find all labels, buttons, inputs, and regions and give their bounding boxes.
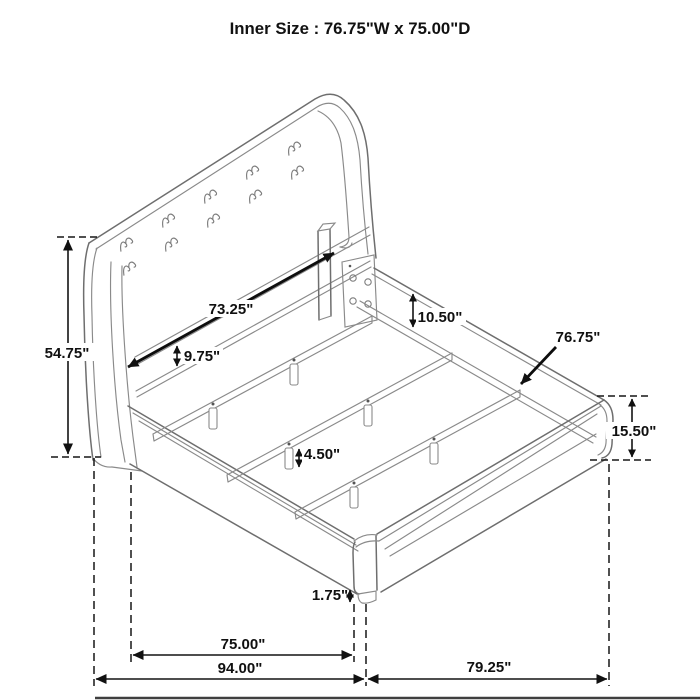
headboard-top-edge [89, 94, 376, 258]
dim-label-side-rail-height: 10.50" [417, 309, 463, 326]
dim-label-floor-clearance: 1.75" [311, 587, 349, 604]
dim-side-rail-height [413, 294, 466, 327]
corner-glide [358, 591, 376, 603]
dim-headboard-rail-length [128, 253, 334, 367]
dim-headboard-height [39, 237, 101, 457]
dim-label-slat-length: 76.75" [555, 329, 601, 346]
dim-label-headboard-rail-length: 73.25" [208, 301, 254, 318]
foot-rail [377, 400, 606, 592]
dim-overall-width [368, 659, 607, 679]
dim-slat-leg-height [299, 445, 344, 467]
dim-rail-offset [177, 346, 223, 366]
dim-overall-depth [96, 660, 364, 679]
dim-label-overall-width: 79.25" [466, 659, 512, 676]
headboard-top-edge-inner [96, 103, 368, 254]
dim-inner-depth [133, 636, 352, 655]
right-side-rail [357, 268, 604, 443]
right-wing [318, 111, 352, 248]
dim-floor-clearance [312, 587, 350, 604]
dim-label-rail-offset: 9.75" [183, 348, 221, 365]
center-support-post [318, 223, 335, 320]
dim-label-footboard-height: 15.50" [611, 423, 657, 440]
dim-label-slat-leg-height: 4.50" [303, 446, 341, 463]
headboard [84, 94, 377, 471]
left-side-rail [128, 406, 358, 594]
dim-label-headboard-height: 54.75" [44, 345, 90, 362]
dim-label-inner-depth: 75.00" [220, 636, 266, 653]
front-corner [353, 535, 379, 604]
dim-label-overall-depth: 94.00" [217, 660, 263, 677]
diagram-title: Inner Size : 76.75"W x 75.00"D [229, 19, 471, 38]
